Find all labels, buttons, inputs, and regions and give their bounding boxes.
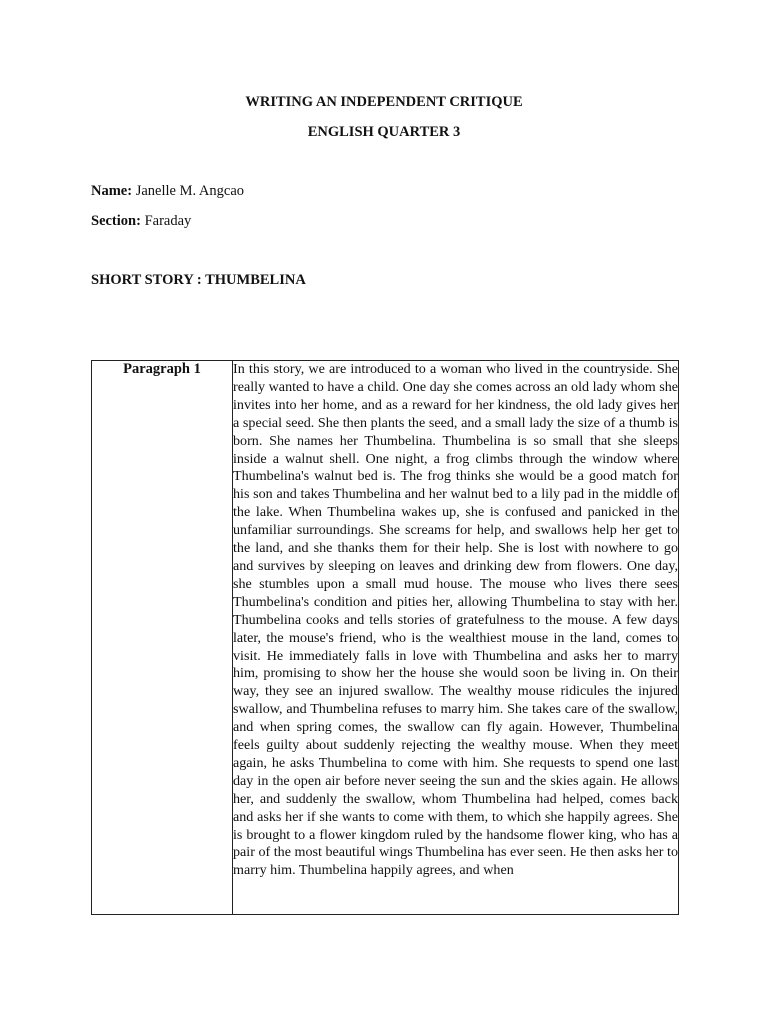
document-subtitle: ENGLISH QUARTER 3 (307, 124, 461, 140)
name-field (91, 183, 244, 200)
paragraph-label: Paragraph 1 (92, 361, 233, 915)
paragraph-text: In this story, we are introduced to a woman who lived in the countryside. She really wanted to have a child. One day she comes across an old lady whom she invites into her home, and as a reward for her kindness, the old lady gives her a special seed. She then plants the seed, and a small lady the size of a thumb is born. She names her Thumbelina. Thumbelina is so small that she sleeps inside a walnut shell. One night, a frog climbs through the window where Thumbelina's walnut bed is. The frog thinks she would be a good match for his son and takes Thumbelina and her walnut bed to a lily pad in the middle of the lake. When Thumbelina wakes up, she is confused and panicked in the unfamiliar surroundings. She screams for help, and swallows help her get to the land, and she thanks them for their help. She is lost with nowhere to go and survives by sleeping on leaves and drinking dew from flowers. One day, she stumbles upon a small mud house. The mouse who lives there sees Thumbelina's condition and pities her, allowing Thumbelina to stay with her. Thumbelina cooks and tells stories of gratefulness to the mouse. A few days later, the mouse's friend, who is the wealthiest mouse in the land, comes to visit. He immediately falls in love with Thumbelina and asks her to marry him, promising to show her the house she would soon be living in. On their way, they see an injured swallow. The wealthy mouse ridicules the injured swallow, and Thumbelina refuses to marry him. She takes care of the swallow, and when spring comes, the swallow can fly again. However, Thumbelina feels guilty about suddenly rejecting the wealthy mouse. When they meet again, he asks Thumbelina to come with him. She requests to spend one last day in the open air before never seeing the sun and the skies again. He allows her, and suddenly the swallow, whom Thumbelina had helped, comes back and asks her if she wants to come with them, to which she happily agrees. She is brought to a flower kingdom ruled by the handsome flower king, who has a pair of the most beautiful wings Thumbelina has ever seen. He then asks her to marry him. Thumbelina happily agrees, and when (233, 361, 678, 879)
table-row (92, 361, 679, 915)
story-heading: SHORT STORY : THUMBELINA (91, 272, 306, 288)
document-title: WRITING AN INDEPENDENT CRITIQUE (245, 94, 523, 110)
section-label: Section: (91, 213, 141, 229)
name-value: Janelle M. Angcao (135, 183, 245, 199)
paragraph-text-cell (233, 361, 679, 915)
section-value: Faraday (144, 213, 192, 229)
critique-table (91, 360, 679, 915)
section-field (91, 213, 191, 230)
name-label: Name: (91, 183, 133, 199)
